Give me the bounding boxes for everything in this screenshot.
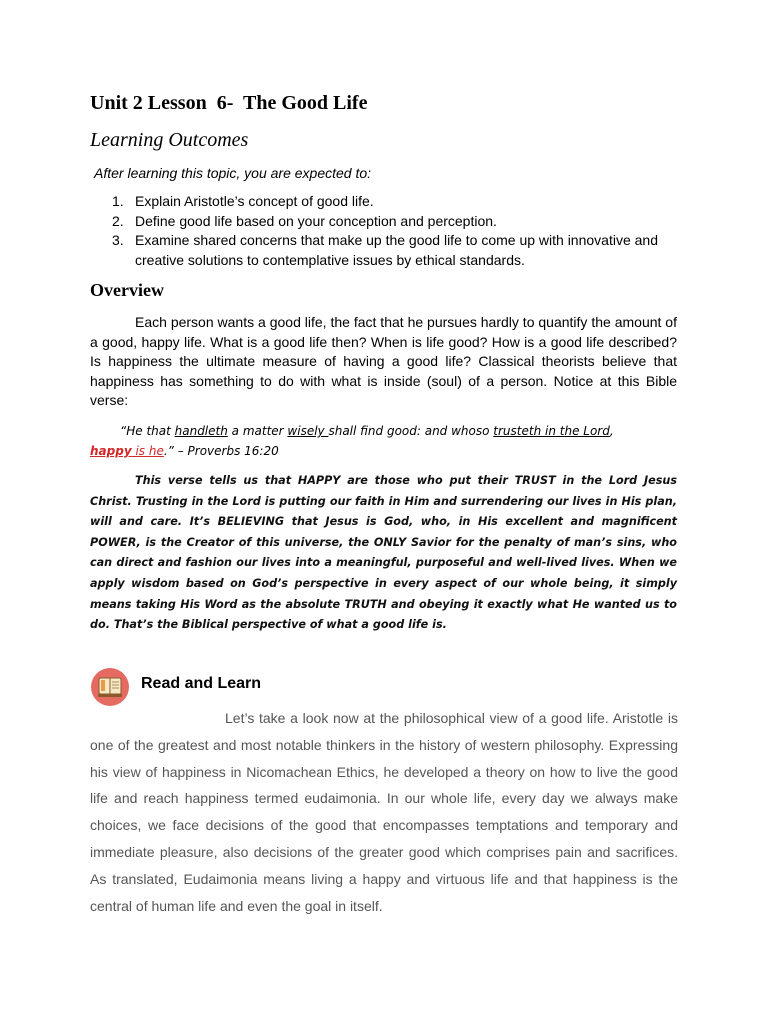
list-number: 2. — [112, 212, 124, 229]
verse-text: , — [609, 424, 614, 438]
verse-underlined: handleth — [174, 424, 228, 438]
list-number: 3. — [112, 232, 124, 248]
bible-verse — [90, 421, 677, 461]
list-item-text: Explain Aristotle’s concept of good life. — [135, 193, 374, 209]
page-title: Unit 2 Lesson 6- The Good Life — [90, 92, 368, 114]
read-and-learn-heading: Read and Learn — [141, 675, 262, 692]
list-number: 1. — [112, 193, 124, 209]
list-item — [112, 212, 678, 232]
verse-text: shall find good: and whoso — [328, 424, 494, 438]
verse-underlined: wisely — [287, 424, 329, 438]
verse-explanation: This verse tells us that HAPPY are those who put their TRUST in the Lord Jesus Christ. Trusting in the Lord is putting our faith in Him and surrendering our lives in His plan, will and care. It’s BELIEVING that Jesus is God, who, in His excellent and magnificent POWER, is the Creator of this universe, the ONLY Savior for the penalty of man’s sins, who can direct and fashion our lives into a meaningful, purposeful and well-lived lives. When we apply wisdom based on God’s perspective in every aspect of our whole being, it simply means taking His Word as the absolute TRUTH and obeying it exactly what He wanted us to do. That’s the Biblical perspective of what a good life is. — [90, 474, 677, 632]
verse-reference: .” – Proverbs 16:20 — [163, 444, 279, 458]
list-item — [112, 231, 678, 270]
learning-outcomes-heading: Learning Outcomes — [90, 129, 249, 151]
verse-highlight-is-he: is he — [131, 444, 164, 458]
read-and-learn-paragraph: Let’s take a look now at the philosophical view of a good life. Aristotle is one of the greatest and most notable thinkers in the history of western philosophy. Expressing his view of happiness in Nicomachean Ethics, he developed a theory on how to live the good life and reach happiness termed eudaimonia. In our whole life, every day we always make choices, we face decisions of the good that encompasses temptations and temporary and immediate pleasure, also decisions of the greater good which comprises pain and sacrifices. As translated, Eudaimonia means living a happy and virtuous life and that happiness is the central of human life and even the goal in itself. — [90, 710, 678, 914]
verse-text: a matter — [227, 424, 288, 438]
learning-outcomes-list — [112, 192, 678, 270]
verse-highlight-happy: happy — [90, 444, 132, 458]
list-item-text: Define good life based on your conception and perception. — [135, 212, 497, 229]
verse-text: “He that — [120, 424, 175, 438]
list-item — [112, 192, 678, 212]
learning-outcomes-intro: After learning this topic, you are expected to: — [94, 165, 372, 181]
verse-underlined: trusteth in the Lord — [493, 424, 610, 438]
book-icon — [91, 668, 129, 706]
list-item-text: Examine shared concerns that make up the good life to come up with innovative and creative solutions to contemplative issues by ethical standards. — [135, 232, 658, 268]
overview-paragraph: Each person wants a good life, the fact that he pursues hardly to quantify the amount of a good, happy life. What is a good life then? When is life good? How is a good life described? Is happiness the ultimate measure of having a good life? Classical theorists believe that happiness has something to do with what is inside (soul) of a person. Notice at this Bible verse: — [90, 314, 677, 408]
overview-heading: Overview — [90, 280, 164, 300]
